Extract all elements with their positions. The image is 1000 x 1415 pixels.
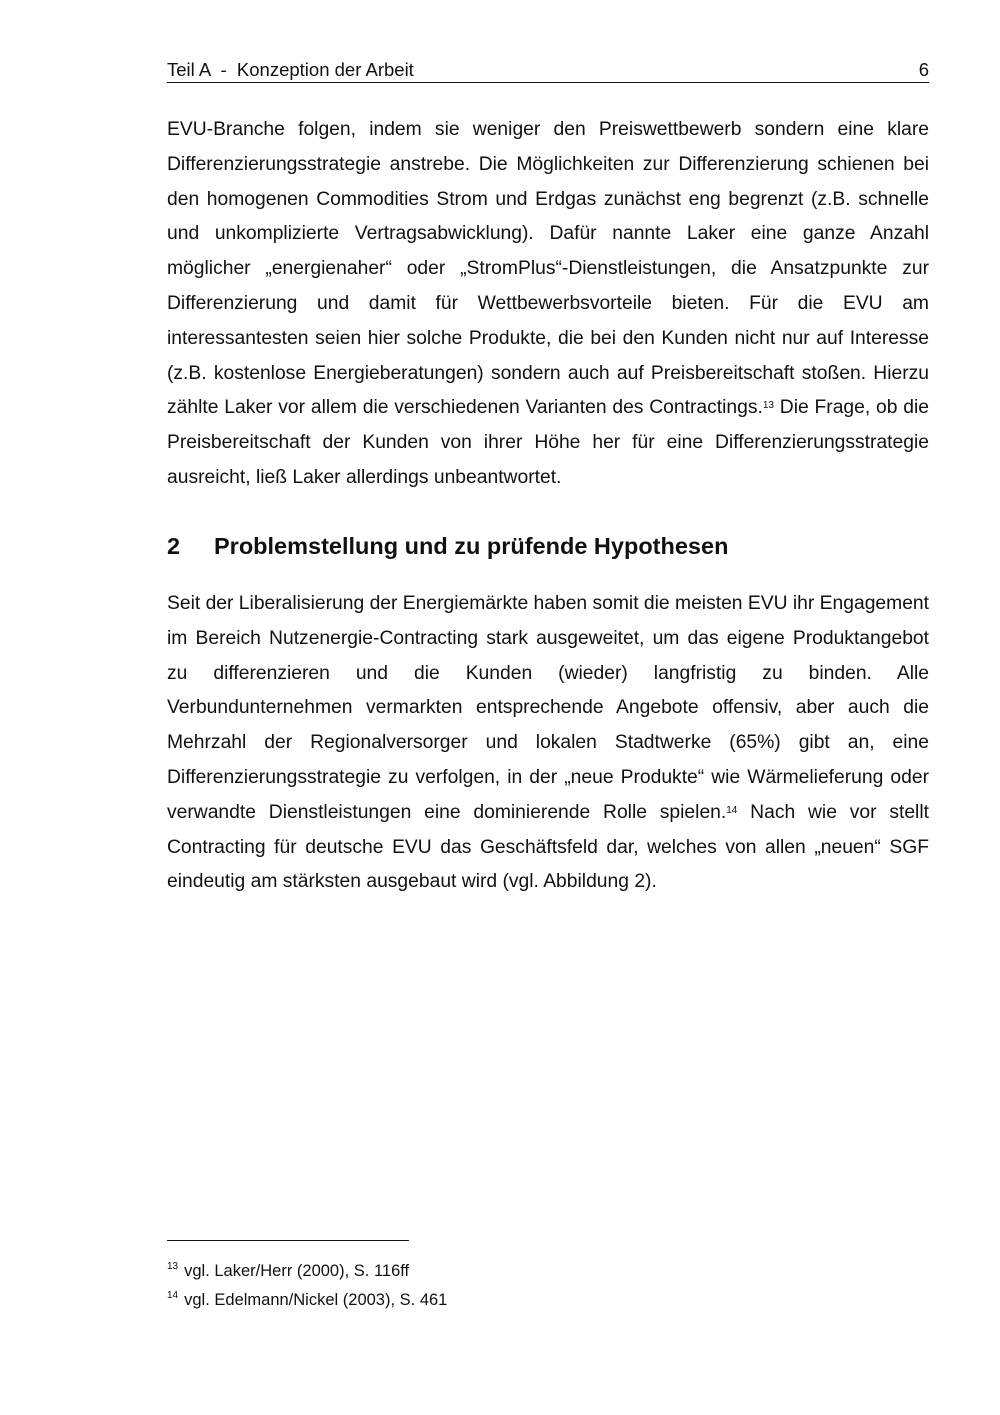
footnote-mark: 14 — [167, 1290, 179, 1301]
body-paragraph — [167, 587, 929, 900]
footnote-mark: 13 — [167, 1261, 179, 1272]
footnote — [167, 1260, 409, 1285]
paragraph-text: EVU-Branche folgen, indem sie weniger den Preiswettbewerb sondern eine klare Differenzierungsstrategie anstrebe. Die Möglichkeiten zur Differenzierung schienen bei den homogenen Commodities Strom und Erdgas zunächst eng begrenzt (z.B. schnelle und unkomplizierte Vertragsabwicklung). Dafür nannte Laker eine ganze Anzahl möglicher „energienaher“ oder „StromPlus“-Dienstleistungen, die Ansatzpunkte zur Differenzierung und damit für Wettbewerbsvorteile bieten. Für die EVU am interessantesten seien hier solche Produkte, die bei den Kunden nicht nur auf Interesse (z.B. kostenlose Energieberatungen) sondern auch auf Preisbereitschaft stoßen. Hierzu zählte Laker vor allem die verschiedenen Varianten des Contractings. — [167, 119, 929, 419]
section-number: 2 — [167, 533, 181, 559]
paragraph-text: Die Frage, ob die Preisbereitschaft der Kunden von ihrer Höhe her für eine Differenzierungsstrategie ausreicht, ließ Laker allerdings unbeantwortet. — [167, 397, 929, 488]
paragraph-text: Nach wie vor stellt Contracting für deutsche EVU das Geschäftsfeld dar, welches von allen „neuen“ SGF eindeutig am stärksten ausgebaut wird (vgl. Abbildung 2). — [167, 801, 929, 893]
footnote — [167, 1289, 447, 1314]
paragraph-text: Seit der Liberalisierung der Energiemärkte haben somit die meisten EVU ihr Engagement im Bereich Nutzenergie-Contracting stark ausgeweitet, um das eigene Produktangebot zu differenzieren und die Kunden (wieder) langfristig zu binden. Alle Verbundunternehmen vermarkten entsprechende Angebote offensiv, aber auch die Mehrzahl der Regionalversorger und lokalen Stadtwerke (65%) gibt an, eine Differenzierungsstrategie zu verfolgen, in der „neue Produkte“ wie Wärmelieferung oder verwandte Dienstleistungen eine dominierende Rolle spielen. — [167, 593, 930, 823]
footnote-reference[interactable]: 14 — [726, 804, 738, 816]
body-paragraph — [167, 113, 929, 496]
footnote-text: vgl. Laker/Herr (2000), S. 116ff — [184, 1262, 410, 1280]
footnote-separator — [167, 1240, 409, 1241]
footnote-text: vgl. Edelmann/Nickel (2003), S. 461 — [184, 1291, 448, 1309]
header-title: Teil A - Konzeption der Arbeit — [167, 59, 414, 80]
running-header — [167, 58, 929, 83]
footnote-reference[interactable]: 13 — [762, 400, 774, 412]
section-heading — [167, 529, 728, 563]
section-title: Problemstellung und zu prüfende Hypothesen — [214, 533, 729, 559]
page-number: 6 — [918, 59, 929, 80]
